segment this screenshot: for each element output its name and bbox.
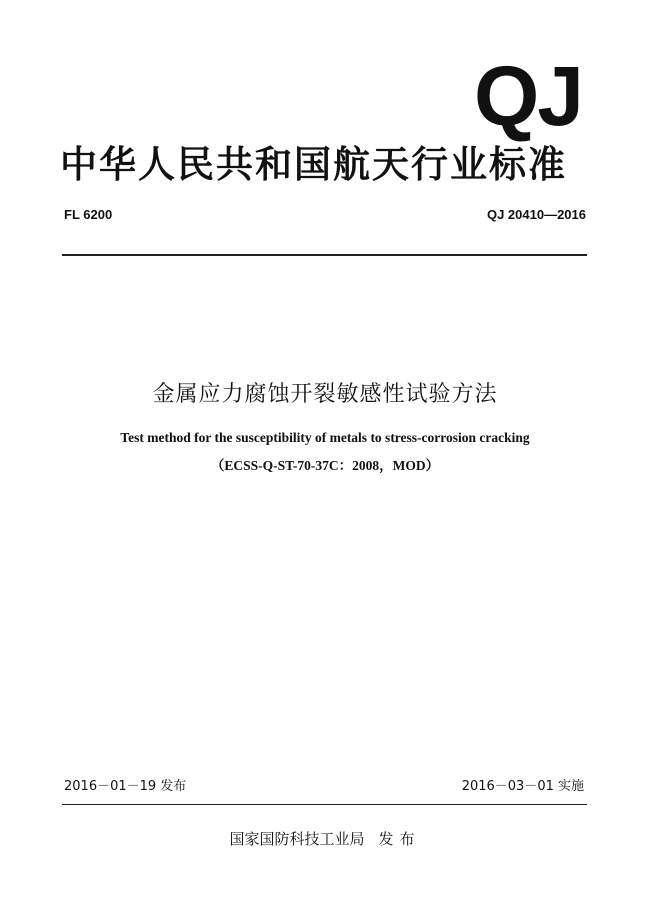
reference-standard: （ECSS-Q-ST-70-37C：2008，MOD） — [210, 458, 440, 473]
standard-number: QJ 20410—2016 — [486, 207, 586, 222]
issuing-authority — [0, 828, 650, 850]
issuer-name: 国家国防科技工业局 — [229, 830, 365, 848]
issuer-verb: 发布 — [378, 830, 421, 848]
issue-date: 2016－01－19 发布 — [64, 779, 187, 794]
document-title-chinese: 金属应力腐蚀开裂敏感性试验方法 — [152, 382, 498, 407]
standard-category-title: 中华人民共和国航天行业标准 — [60, 143, 567, 186]
document-title-english: Test method for the susceptibility of metals to stress-corrosion cracking — [120, 430, 530, 445]
classification-code: FL 6200 — [64, 207, 113, 222]
bottom-divider — [62, 804, 587, 805]
implementation-date: 2016－03－01 实施 — [461, 779, 584, 794]
top-divider — [62, 254, 587, 256]
qj-logo: QJ — [473, 49, 582, 143]
